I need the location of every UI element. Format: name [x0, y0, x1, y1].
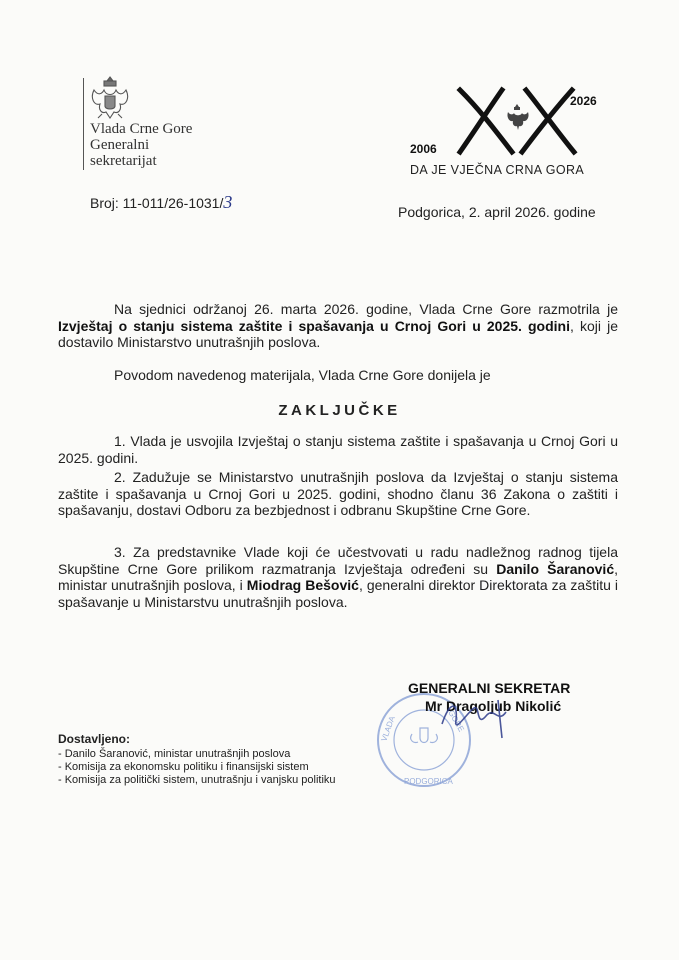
- handwritten-signature-icon: [436, 694, 536, 746]
- svg-text:PODGORICA: PODGORICA: [404, 777, 453, 786]
- org-line-2: Generalni: [90, 137, 150, 153]
- org-line-3: sekretarijat: [90, 153, 157, 169]
- header-divider: [83, 78, 84, 170]
- conclusion-3-e: , generalni direktor Direktorata za zaštitu i spašavanje u Ministarstvu unutrašnjih poslova.: [58, 577, 619, 610]
- conclusion-3-c: , ministar unutrašnjih poslova, i: [58, 560, 618, 593]
- person-saranovic: Danilo Šaranović: [496, 560, 615, 577]
- distribution-heading: Dostavljeno:: [58, 732, 131, 746]
- intro-text-a: Na sjednici održanoj 26. marta 2026. godine, Vlada Crne Gore razmotrila je: [114, 301, 618, 317]
- year-2006: 2006: [410, 142, 437, 156]
- reference-number: [90, 192, 232, 213]
- reference-number-text: Broj: 11-011/26-1031/: [90, 195, 224, 211]
- svg-text:VLADA: VLADA: [379, 714, 397, 743]
- anniversary-logo: [410, 86, 610, 178]
- signature-name: Mr Dragoljub Nikolić: [425, 698, 562, 714]
- conclusion-3: [58, 544, 618, 610]
- xx-mark-icon: [454, 86, 580, 156]
- reference-handwritten: 3: [223, 192, 233, 212]
- distribution-item: - Komisija za ekonomsku politiku i finansijski sistem: [58, 761, 309, 773]
- intro-decision: Povodom navedenog materijala, Vlada Crne Gore donijela je: [114, 367, 491, 383]
- year-2026: 2026: [570, 94, 597, 108]
- signature-role: GENERALNI SEKRETAR: [408, 680, 571, 696]
- intro-paragraph: [58, 301, 618, 351]
- intro-text-bold: Izvještaj o stanju sistema zaštite i spašavanja u Crnoj Gori u 2025. godini: [58, 317, 570, 334]
- coat-of-arms-icon: [88, 74, 132, 124]
- tagline: DA JE VJEČNA CRNA GORA: [410, 163, 585, 177]
- conclusion-3-a: 3. Za predstavnike Vlade koji će učestvovati u radu nadležnog radnog tijela Skupštine Crne Gore prilikom razmatranja Izvještaja određeni su: [58, 544, 618, 577]
- document-title: ZAKLJUČKE: [278, 402, 401, 419]
- conclusion-2: 2. Zadužuje se Ministarstvo unutrašnjih poslova da Izvještaj o stanju sistema zaštite i spašavanja u Crnoj Gori u 2025. godini, shodno članu 36 Zakona o zaštiti i spašavanju, dostavi Odboru za bezbjednost i odbranu Skupštine Crne Gore.: [58, 469, 618, 518]
- org-line-1: Vlada Crne Gore: [90, 121, 193, 137]
- org-name: [90, 121, 192, 169]
- distribution-item: - Danilo Šaranović, ministar unutrašnjih poslova: [58, 748, 291, 760]
- person-besovic: Miodrag Bešović: [246, 577, 359, 593]
- intro-text-c: , koji je dostavilo Ministarstvo unutrašnjih poslova.: [58, 317, 618, 350]
- svg-text:GORE: GORE: [446, 708, 466, 734]
- distribution-list: [58, 733, 336, 787]
- place-date: Podgorica, 2. april 2026. godine: [398, 204, 596, 220]
- conclusion-1: 1. Vlada je usvojila Izvještaj o stanju sistema zaštite i spašavanja u Crnoj Gori u 2025. godini.: [58, 433, 618, 466]
- distribution-item: - Komisija za politički sistem, unutrašnju i vanjsku politiku: [58, 774, 336, 786]
